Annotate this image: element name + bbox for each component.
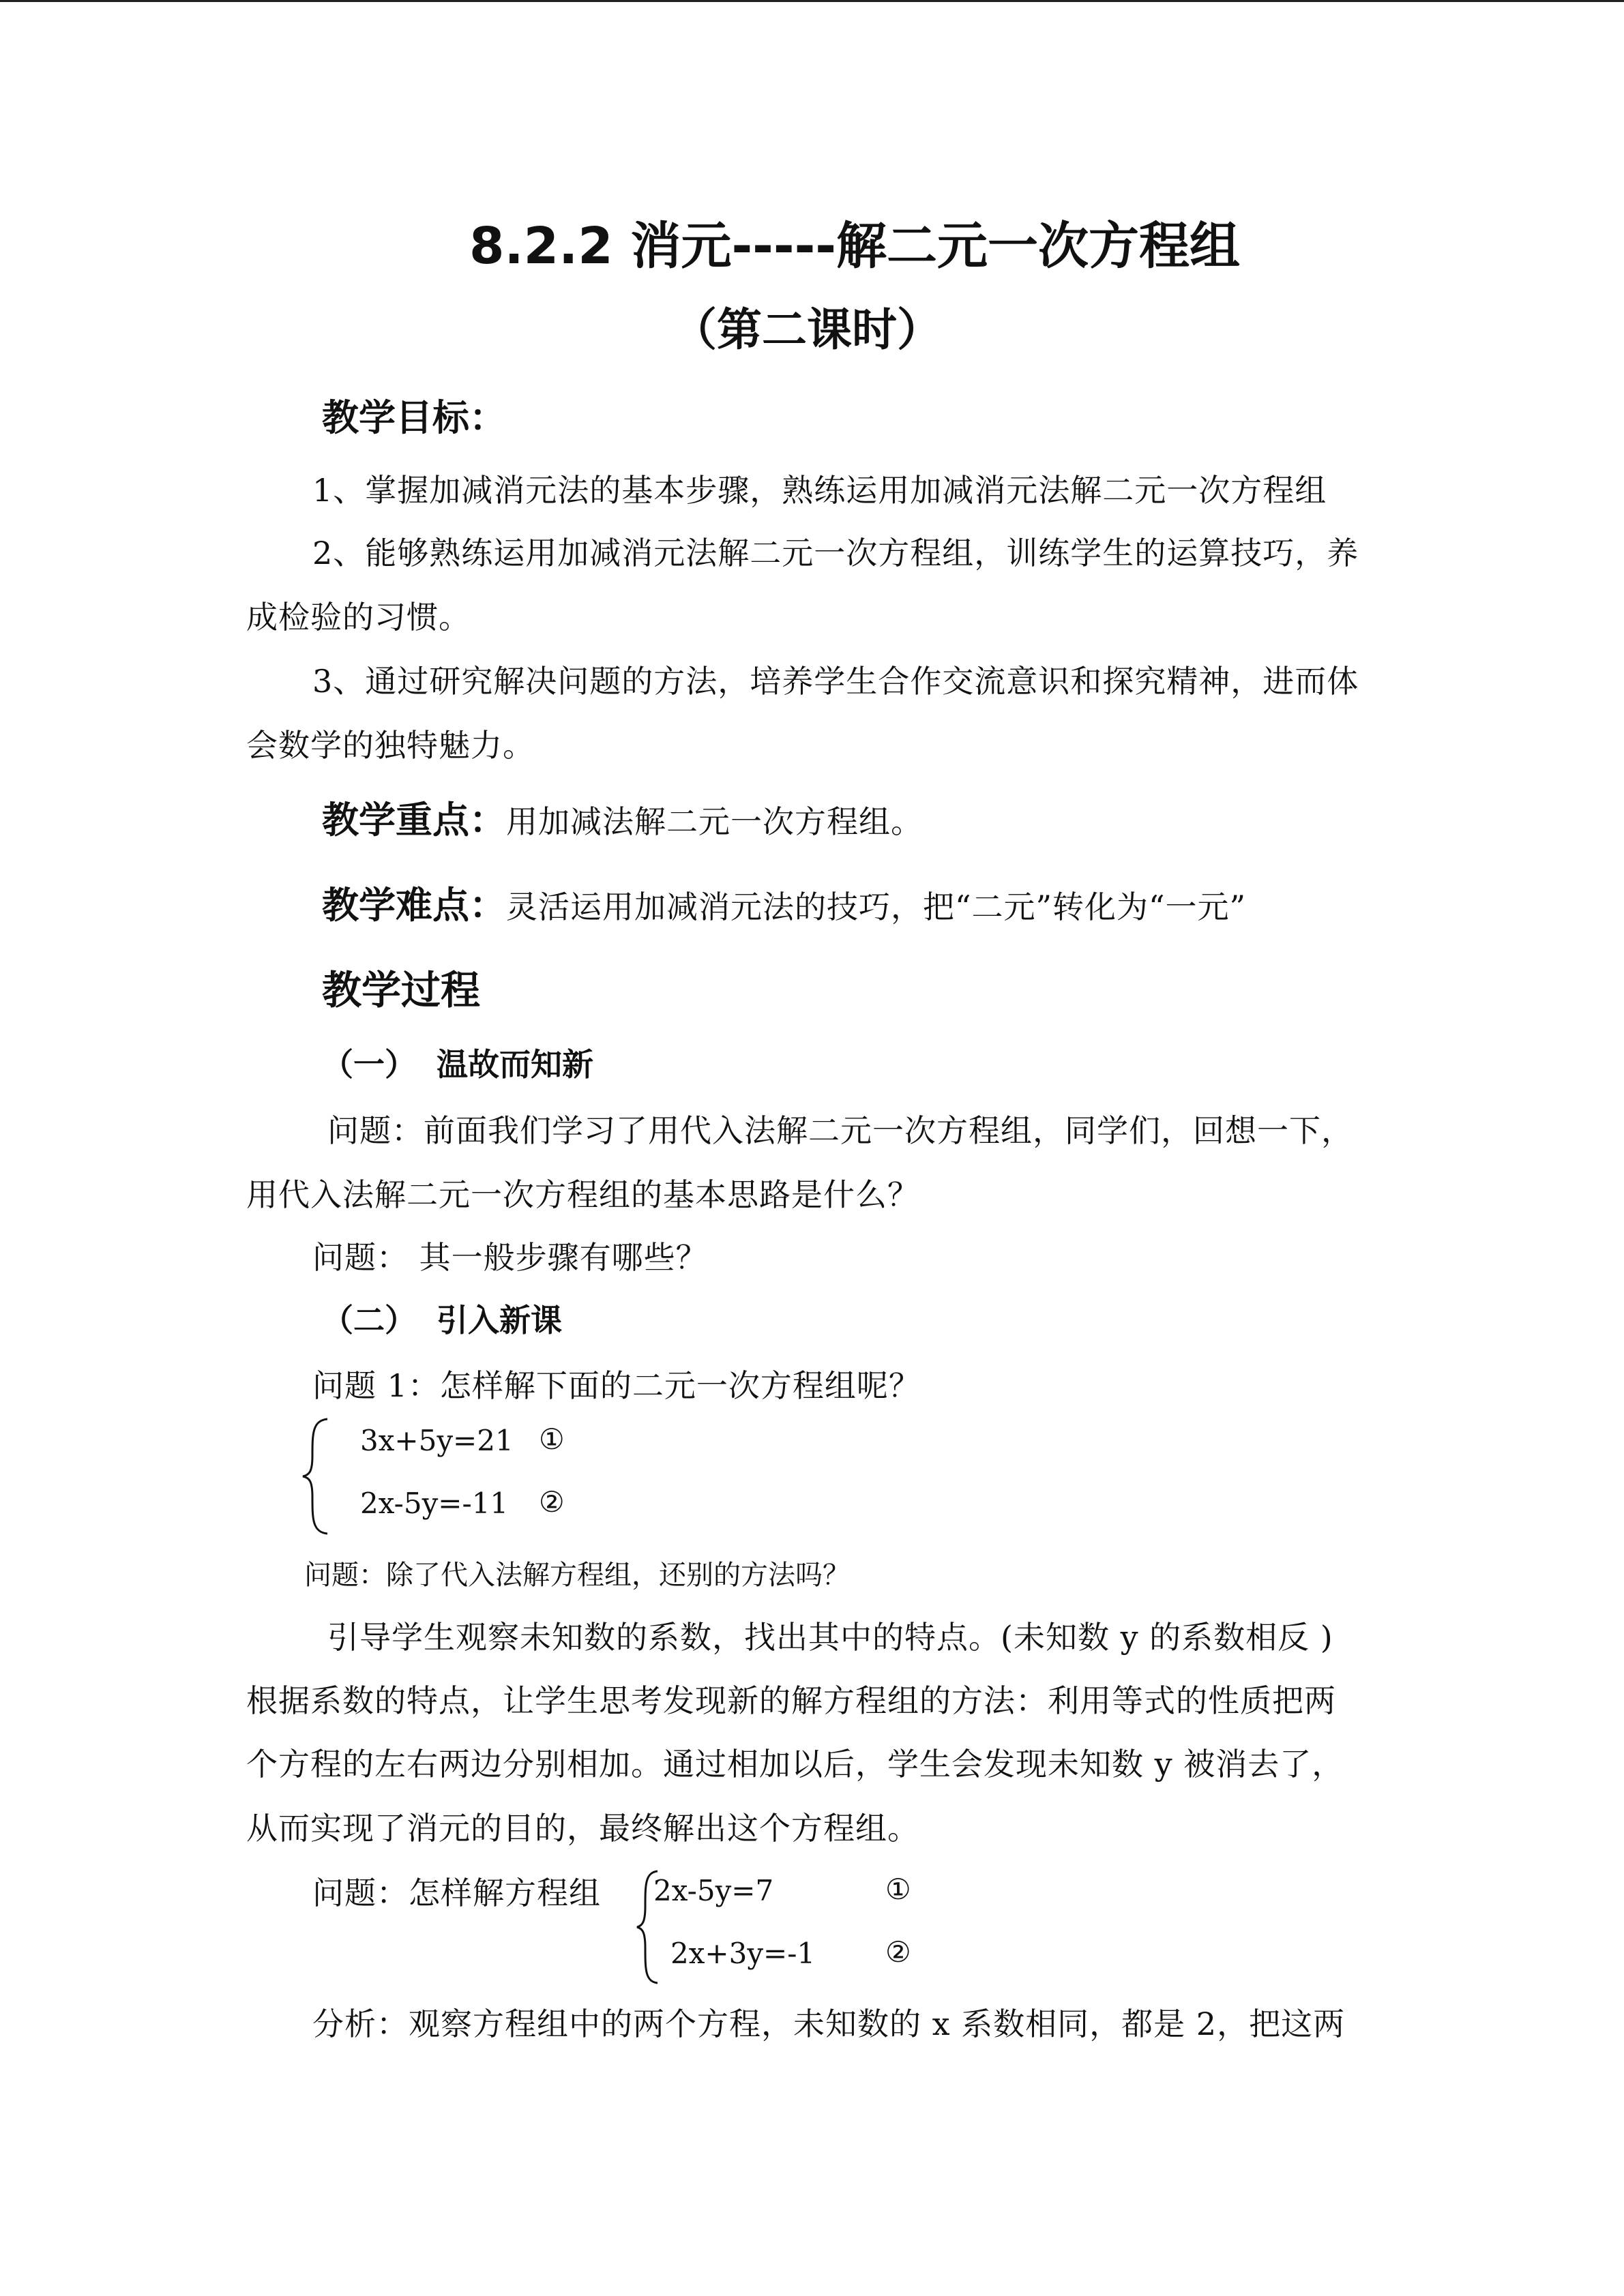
goal-1: 1、掌握加减消元法的基本步骤，熟练运用加减消元法解二元一次方程组: [312, 472, 1327, 509]
key-point-label: 教学重点：: [322, 799, 506, 841]
question-2: 问题： 其一般步骤有哪些？: [312, 1239, 708, 1276]
page-subtitle: （第二课时）: [672, 303, 942, 356]
process-heading: 教学过程: [322, 967, 481, 1013]
section-1-heading: [322, 1040, 593, 1085]
question-1-line-1: 问题：前面我们学习了用代入法解二元一次方程组，同学们，回想一下，: [327, 1112, 1353, 1149]
difficulty: [322, 876, 1246, 929]
question-1-line-2: 用代入法解二元一次方程组的基本思路是什么？: [246, 1176, 919, 1213]
difficulty-label: 教学难点：: [322, 884, 506, 927]
goal-3-line-2: 会数学的独特魅力。: [246, 727, 535, 764]
brace-icon: [300, 1415, 334, 1538]
section-2-label: （二）: [322, 1302, 416, 1339]
system-2-mark-1: ①: [885, 1873, 911, 1906]
section-2-title: 引入新课: [437, 1302, 562, 1339]
system-1-eq-2: 2x-5y=-11: [360, 1487, 509, 1520]
question-4: 问题：除了代入法解方程组，还别的方法吗？: [304, 1560, 850, 1591]
system-2-eq-1: 2x-5y=7: [653, 1874, 774, 1907]
goal-2-line-1: 2、能够熟练运用加减消元法解二元一次方程组，训练学生的运算技巧，养: [312, 535, 1359, 571]
question-3: 问题 1：怎样解下面的二元一次方程组呢？: [312, 1367, 921, 1404]
analysis-line: 分析：观察方程组中的两个方程，未知数的 x 系数相同，都是 2，把这两: [312, 2006, 1346, 2042]
section-1-label: （一）: [322, 1046, 416, 1083]
guide-line-3: 个方程的左右两边分别相加。通过相加以后，学生会发现未知数 y 被消去了，: [246, 1746, 1344, 1783]
difficulty-text: 灵活运用加减消元法的技巧，把“二元”转化为“一元”: [506, 889, 1247, 925]
section-1-title: 温故而知新: [437, 1046, 593, 1083]
system-2-mark-2: ②: [885, 1935, 911, 1969]
guide-line-2: 根据系数的特点，让学生思考发现新的解方程组的方法：利用等式的性质把两: [246, 1682, 1336, 1719]
guide-line-4: 从而实现了消元的目的，最终解出这个方程组。: [246, 1810, 919, 1847]
goals-heading: 教学目标：: [322, 396, 506, 439]
section-2-heading: [322, 1296, 562, 1341]
question-5: 问题：怎样解方程组: [312, 1875, 601, 1911]
guide-line-1: 引导学生观察未知数的系数，找出其中的特点。(未知数 y 的系数相反 ): [327, 1619, 1333, 1656]
key-point-text: 用加减法解二元一次方程组。: [506, 803, 923, 840]
goal-2-line-2: 成检验的习惯。: [246, 599, 471, 636]
key-point: [322, 791, 923, 844]
system-1-mark-2: ②: [539, 1485, 565, 1519]
system-1-eq-1: 3x+5y=21: [360, 1424, 514, 1457]
top-border: [0, 0, 1624, 2]
page-title: 8.2.2 消元-----解二元一次方程组: [469, 217, 1241, 275]
goal-3-line-1: 3、通过研究解决问题的方法，培养学生合作交流意识和探究精神，进而体: [312, 663, 1359, 700]
system-2-eq-2: 2x+3y=-1: [670, 1937, 816, 1970]
system-1-mark-1: ①: [539, 1422, 565, 1456]
